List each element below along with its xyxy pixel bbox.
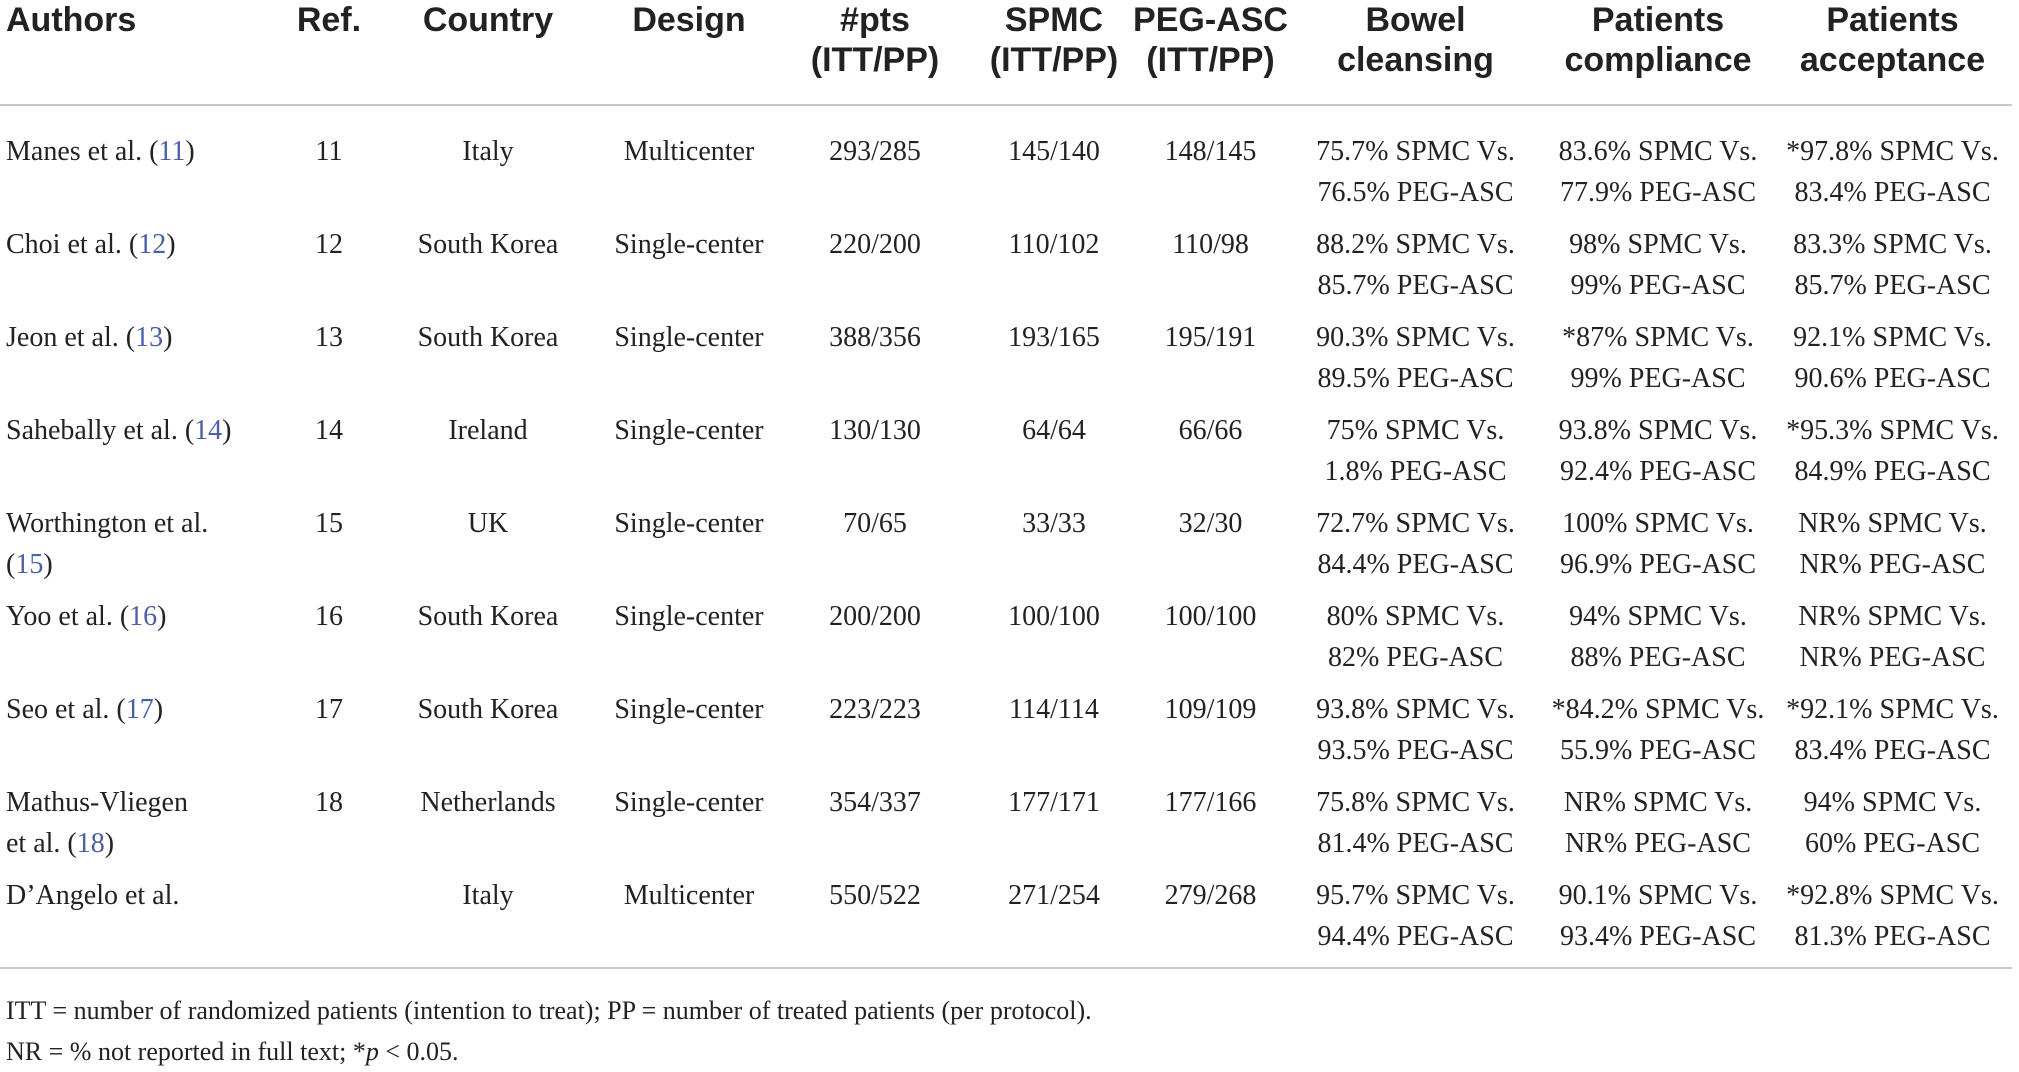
cell-compliance: 100% SPMC Vs. 96.9% PEG-ASC — [1559, 508, 1756, 580]
cell-acceptance: *97.8% SPMC Vs. 83.4% PEG-ASC — [1786, 136, 1999, 208]
reference-link[interactable]: 13 — [135, 322, 164, 353]
cell-peg-asc: 148/145 — [1164, 136, 1257, 167]
cell-spmc: 100/100 — [1008, 601, 1100, 632]
cell-acceptance: NR% SPMC Vs. NR% PEG-ASC — [1798, 508, 1987, 580]
cell-design: Single-center — [614, 694, 764, 725]
cell-author: Worthington et al. (15) — [6, 508, 209, 580]
cell-country: Ireland — [448, 415, 528, 446]
cell-ref: 11 — [315, 136, 343, 167]
cell-peg-asc: 195/191 — [1164, 322, 1257, 353]
header-bowel-cleansing: Bowel cleansing — [1337, 1, 1494, 79]
cell-country: South Korea — [417, 601, 559, 632]
cell-ref: 17 — [315, 694, 343, 725]
cell-design: Single-center — [614, 787, 764, 818]
cell-spmc: 114/114 — [1009, 694, 1099, 725]
table-row — [0, 678, 2012, 771]
footnote-nr-significance: NR = % not reported in full text; *p < 0.05. — [6, 1037, 459, 1066]
cell-peg-asc: 279/268 — [1164, 880, 1257, 911]
table-row — [0, 864, 2012, 968]
cell-peg-asc: 100/100 — [1164, 601, 1257, 632]
cell-compliance: 93.8% SPMC Vs. 92.4% PEG-ASC — [1558, 415, 1758, 487]
cell-spmc: 64/64 — [1022, 415, 1086, 446]
cell-peg-asc: 66/66 — [1178, 415, 1243, 446]
cell-compliance: 94% SPMC Vs. 88% PEG-ASC — [1569, 601, 1747, 673]
reference-link[interactable]: 14 — [194, 415, 223, 446]
cell-author: Sahebally et al. (14) — [6, 415, 232, 446]
table-row — [0, 399, 2012, 492]
cell-bowel-cleansing: 88.2% SPMC Vs. 85.7% PEG-ASC — [1316, 229, 1515, 301]
cell-peg-asc: 109/109 — [1164, 694, 1257, 725]
cell-bowel-cleansing: 75.8% SPMC Vs. 81.4% PEG-ASC — [1316, 787, 1515, 859]
header-patients-acceptance: Patients acceptance — [1799, 1, 1986, 79]
cell-spmc: 110/102 — [1008, 229, 1100, 260]
cell-acceptance: 83.3% SPMC Vs. 85.7% PEG-ASC — [1793, 229, 1992, 301]
cell-pts: 293/285 — [829, 136, 921, 167]
cell-spmc: 145/140 — [1008, 136, 1100, 167]
header-pts: #pts (ITT/PP) — [810, 1, 940, 79]
cell-design: Single-center — [614, 415, 764, 446]
table-row — [0, 213, 2012, 306]
cell-acceptance: *92.1% SPMC Vs. 83.4% PEG-ASC — [1786, 694, 1999, 766]
cell-compliance: 83.6% SPMC Vs. 77.9% PEG-ASC — [1558, 136, 1758, 208]
cell-bowel-cleansing: 75% SPMC Vs. 1.8% PEG-ASC — [1324, 415, 1507, 487]
cell-acceptance: *92.8% SPMC Vs. 81.3% PEG-ASC — [1786, 880, 1999, 952]
cell-acceptance: NR% SPMC Vs. NR% PEG-ASC — [1798, 601, 1987, 673]
cell-country: UK — [467, 508, 509, 539]
cell-bowel-cleansing: 90.3% SPMC Vs. 89.5% PEG-ASC — [1316, 322, 1515, 394]
cell-compliance: NR% SPMC Vs. NR% PEG-ASC — [1563, 787, 1753, 859]
cell-design: Multicenter — [623, 136, 755, 167]
cell-compliance: *87% SPMC Vs. 99% PEG-ASC — [1562, 322, 1754, 394]
footnote-itt-pp: ITT = number of randomized patients (intention to treat); PP = number of treated patients (per protocol). — [6, 996, 1092, 1025]
cell-pts: 220/200 — [829, 229, 921, 260]
cell-compliance: 90.1% SPMC Vs. 93.4% PEG-ASC — [1558, 880, 1758, 952]
table-row — [0, 306, 2012, 399]
reference-link[interactable]: 12 — [138, 229, 167, 260]
header-ref: Ref. — [296, 1, 362, 39]
cell-author: Mathus-Vliegen et al. (18) — [6, 787, 188, 859]
cell-ref: 16 — [315, 601, 343, 632]
cell-design: Single-center — [614, 508, 764, 539]
table-row — [0, 585, 2012, 678]
cell-author: Yoo et al. (16) — [6, 601, 167, 632]
cell-acceptance: 94% SPMC Vs. 60% PEG-ASC — [1803, 787, 1982, 859]
cell-ref: 15 — [315, 508, 343, 539]
reference-link[interactable]: 16 — [129, 601, 158, 632]
cell-country: Italy — [462, 880, 514, 911]
cell-pts: 130/130 — [829, 415, 921, 446]
cell-compliance: 98% SPMC Vs. 99% PEG-ASC — [1569, 229, 1747, 301]
cell-pts: 354/337 — [829, 787, 921, 818]
cell-design: Single-center — [614, 229, 764, 260]
cell-author: Jeon et al. (13) — [6, 322, 173, 353]
cell-peg-asc: 32/30 — [1178, 508, 1243, 539]
header-authors: Authors — [6, 1, 137, 39]
cell-bowel-cleansing: 72.7% SPMC Vs. 84.4% PEG-ASC — [1316, 508, 1515, 580]
header-patients-compliance: Patients compliance — [1564, 1, 1752, 79]
cell-pts: 70/65 — [843, 508, 907, 539]
cell-design: Single-center — [614, 601, 764, 632]
cell-ref: 13 — [315, 322, 343, 353]
cell-compliance: *84.2% SPMC Vs. 55.9% PEG-ASC — [1551, 694, 1765, 766]
header-country: Country — [422, 1, 554, 39]
cell-acceptance: *95.3% SPMC Vs. 84.9% PEG-ASC — [1786, 415, 1999, 487]
header-peg-asc: PEG-ASC (ITT/PP) — [1133, 1, 1288, 79]
header-design: Design — [632, 1, 746, 39]
cell-country: South Korea — [417, 322, 559, 353]
table-row — [0, 492, 2012, 585]
cell-ref: 14 — [315, 415, 343, 446]
cell-pts: 223/223 — [829, 694, 921, 725]
cell-design: Multicenter — [623, 880, 755, 911]
cell-ref — [285, 864, 373, 968]
header-row — [0, 0, 2012, 105]
cell-spmc: 177/171 — [1008, 787, 1100, 818]
cell-author: Seo et al. (17) — [6, 694, 164, 725]
table-footnotes — [6, 990, 1092, 1072]
reference-link[interactable]: 18 — [76, 828, 105, 859]
cell-bowel-cleansing: 95.7% SPMC Vs. 94.4% PEG-ASC — [1316, 880, 1515, 952]
cell-acceptance: 92.1% SPMC Vs. 90.6% PEG-ASC — [1793, 322, 1992, 394]
cell-author: Manes et al. (11) — [6, 136, 195, 167]
cell-author: Choi et al. (12) — [6, 229, 176, 260]
cell-pts: 388/356 — [829, 322, 921, 353]
table-row — [0, 105, 2012, 213]
cell-country: South Korea — [417, 694, 559, 725]
cell-author: D’Angelo et al. — [6, 880, 180, 911]
cell-design: Single-center — [614, 322, 764, 353]
header-spmc: SPMC (ITT/PP) — [989, 1, 1119, 79]
reference-link[interactable]: 15 — [15, 549, 44, 580]
reference-link[interactable]: 17 — [125, 694, 154, 725]
cell-bowel-cleansing: 75.7% SPMC Vs. 76.5% PEG-ASC — [1316, 136, 1515, 208]
cell-pts: 200/200 — [829, 601, 921, 632]
cell-peg-asc: 110/98 — [1172, 229, 1249, 260]
cell-country: Netherlands — [420, 787, 556, 818]
reference-link[interactable]: 11 — [158, 136, 186, 167]
cell-spmc: 33/33 — [1022, 508, 1086, 539]
cell-country: Italy — [462, 136, 514, 167]
cell-peg-asc: 177/166 — [1164, 787, 1257, 818]
cell-ref: 12 — [315, 229, 343, 260]
cell-bowel-cleansing: 93.8% SPMC Vs. 93.5% PEG-ASC — [1316, 694, 1515, 766]
table-row — [0, 771, 2012, 864]
cell-country: South Korea — [417, 229, 559, 260]
cell-pts: 550/522 — [829, 880, 921, 911]
cell-bowel-cleansing: 80% SPMC Vs. 82% PEG-ASC — [1326, 601, 1505, 673]
cell-ref: 18 — [315, 787, 343, 818]
cell-spmc: 271/254 — [1008, 880, 1100, 911]
cell-spmc: 193/165 — [1008, 322, 1100, 353]
